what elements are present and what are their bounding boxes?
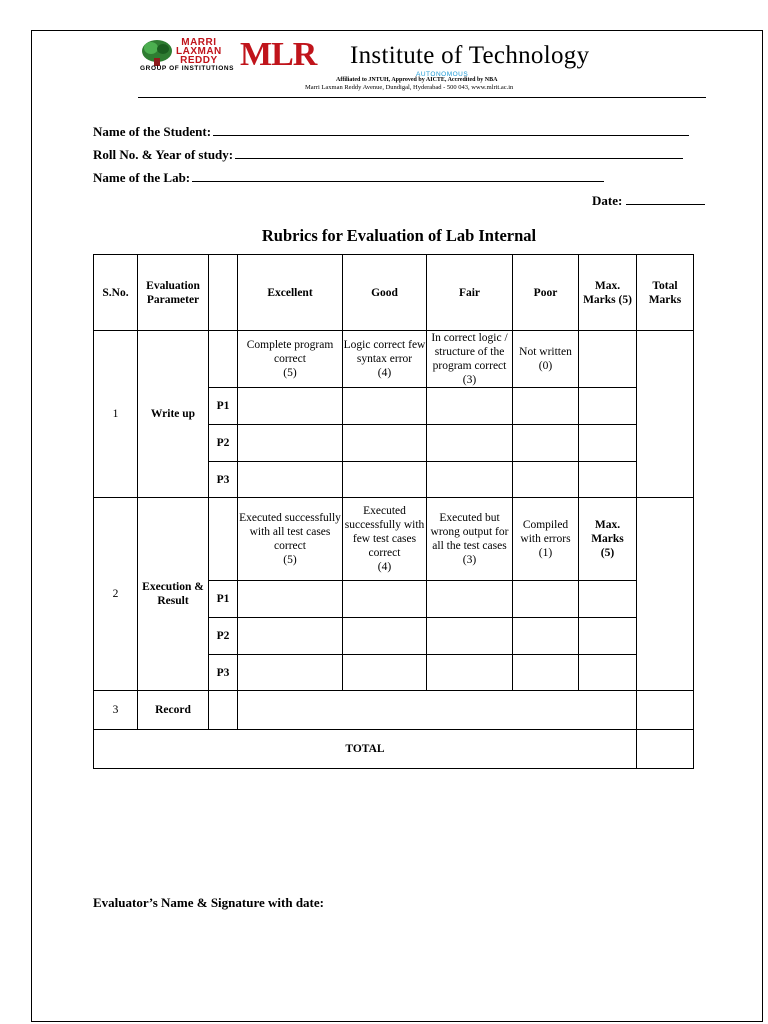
roll-number-field — [93, 146, 683, 163]
address-line: Marri Laxman Reddy Avenue, Dundigal, Hyderabad - 500 043, www.mlrit.ac.in — [305, 84, 514, 91]
execution-p2-max[interactable] — [579, 618, 637, 655]
writeup-p1-fair[interactable] — [427, 388, 513, 425]
execution-fair-score: (3) — [462, 554, 477, 566]
header-row — [94, 255, 694, 331]
execution-p2-poor[interactable] — [513, 618, 579, 655]
group-of-institutions: GROUP OF INSTITUTIONS — [140, 65, 235, 72]
student-name-field — [93, 123, 689, 140]
writeup-p2-excellent[interactable] — [238, 425, 343, 462]
execution-p3-label: P3 — [209, 655, 238, 691]
record-total-cell[interactable] — [637, 691, 694, 730]
writeup-p1-poor[interactable] — [513, 388, 579, 425]
grand-total-cell[interactable] — [637, 730, 694, 769]
mlr-logo-text: MLR — [240, 36, 317, 73]
lab-name-label: Name of the Lab: — [93, 170, 191, 185]
execution-sno: 2 — [94, 498, 138, 691]
date-field — [592, 192, 705, 209]
header-total-marks: Total Marks — [637, 255, 694, 331]
execution-max — [579, 498, 637, 581]
execution-p2-fair[interactable] — [427, 618, 513, 655]
writeup-good-text: Logic correct few syntax error — [343, 339, 426, 365]
rubric-title: Rubrics for Evaluation of Lab Internal — [261, 226, 537, 245]
execution-p1-poor[interactable] — [513, 581, 579, 618]
writeup-p3-poor[interactable] — [513, 462, 579, 498]
header-poor: Poor — [513, 255, 579, 331]
logo-wordmark — [176, 38, 222, 65]
date-label: Date: — [592, 193, 623, 208]
autonomous-tag: AUTONOMOUS — [416, 71, 469, 78]
student-name-blank[interactable] — [213, 123, 689, 136]
execution-max-text: Max. Marks — [591, 519, 624, 545]
writeup-p3-label: P3 — [209, 462, 238, 498]
execution-good — [343, 498, 427, 581]
execution-p3-good[interactable] — [343, 655, 427, 691]
record-row — [94, 691, 694, 730]
execution-p2-good[interactable] — [343, 618, 427, 655]
writeup-p2-good[interactable] — [343, 425, 427, 462]
writeup-good-score: (4) — [377, 367, 392, 379]
execution-p2-label: P2 — [209, 618, 238, 655]
writeup-p2-poor[interactable] — [513, 425, 579, 462]
writeup-fair-text: In correct logic / structure of the program correct — [431, 332, 508, 372]
lab-name-field — [93, 169, 604, 186]
evaluator-signature-label: Evaluator’s Name & Signature with date: — [93, 895, 324, 910]
writeup-criteria-row — [94, 331, 694, 388]
execution-poor-score: (1) — [538, 547, 553, 559]
execution-total-cell[interactable] — [637, 498, 694, 691]
writeup-good — [343, 331, 427, 388]
roll-number-blank[interactable] — [235, 146, 683, 159]
institution-emblem-icon — [139, 38, 175, 68]
writeup-excellent-text: Complete program correct — [246, 339, 334, 365]
writeup-sno: 1 — [94, 331, 138, 498]
logo-line-reddy: REDDY — [180, 55, 218, 66]
execution-excellent-text: Executed successfully with all test cases correct — [239, 512, 341, 552]
writeup-excellent — [238, 331, 343, 388]
writeup-poor-score: (0) — [538, 360, 553, 372]
execution-fair — [427, 498, 513, 581]
execution-p1-fair[interactable] — [427, 581, 513, 618]
writeup-fair-score: (3) — [462, 374, 477, 386]
execution-good-text: Executed successfully with few test cases correct — [344, 505, 425, 559]
execution-criteria-row — [94, 498, 694, 581]
logo-line-marri: MARRI — [181, 37, 217, 48]
header-divider — [138, 97, 706, 98]
writeup-p1-max[interactable] — [579, 388, 637, 425]
execution-p3-fair[interactable] — [427, 655, 513, 691]
execution-p2-excellent[interactable] — [238, 618, 343, 655]
writeup-max-cell[interactable] — [579, 331, 637, 388]
institute-name: Institute of Technology — [350, 42, 590, 69]
header-good: Good — [343, 255, 427, 331]
header-max-marks: Max. Marks (5) — [579, 255, 637, 331]
execution-excellent-score: (5) — [283, 554, 297, 566]
execution-fair-text: Executed but wrong output for all the test cases — [430, 512, 509, 552]
writeup-poor-text: Not written — [519, 346, 572, 358]
writeup-excellent-score: (5) — [283, 367, 297, 379]
header-fair: Fair — [427, 255, 513, 331]
date-blank[interactable] — [626, 192, 705, 205]
execution-blank — [209, 498, 238, 581]
writeup-p3-excellent[interactable] — [238, 462, 343, 498]
execution-p1-label: P1 — [209, 581, 238, 618]
execution-p3-excellent[interactable] — [238, 655, 343, 691]
header-excellent: Excellent — [238, 255, 343, 331]
writeup-p3-good[interactable] — [343, 462, 427, 498]
writeup-fair — [427, 331, 513, 388]
writeup-p2-label: P2 — [209, 425, 238, 462]
writeup-p2-fair[interactable] — [427, 425, 513, 462]
execution-excellent — [238, 498, 343, 581]
writeup-poor — [513, 331, 579, 388]
execution-parameter: Execution & Result — [138, 498, 209, 691]
header-blank — [209, 255, 238, 331]
execution-p3-max[interactable] — [579, 655, 637, 691]
record-sno: 3 — [94, 691, 138, 730]
writeup-p3-max[interactable] — [579, 462, 637, 498]
writeup-blank — [209, 331, 238, 388]
total-label: TOTAL — [94, 730, 637, 769]
record-blank — [209, 691, 238, 730]
record-marks-cell[interactable] — [238, 691, 637, 730]
execution-p1-excellent[interactable] — [238, 581, 343, 618]
writeup-p1-excellent[interactable] — [238, 388, 343, 425]
student-name-label: Name of the Student: — [93, 124, 212, 139]
writeup-parameter: Write up — [138, 331, 209, 498]
rubric-table — [93, 254, 694, 769]
execution-p1-good[interactable] — [343, 581, 427, 618]
writeup-p1-good[interactable] — [343, 388, 427, 425]
execution-p3-poor[interactable] — [513, 655, 579, 691]
execution-good-score: (4) — [377, 561, 392, 573]
lab-name-blank[interactable] — [192, 169, 604, 182]
header-sno: S.No. — [94, 255, 138, 331]
execution-poor — [513, 498, 579, 581]
affiliation-line: Affiliated to JNTUH, Approved by AICTE, Accredited by NBA — [336, 77, 498, 83]
logo-line-laxman: LAXMAN — [176, 46, 222, 57]
total-row — [94, 730, 694, 769]
execution-poor-text: Compiled with errors — [520, 519, 571, 545]
execution-max-score: (5) — [600, 547, 615, 559]
writeup-total-cell[interactable] — [637, 331, 694, 498]
execution-p1-max[interactable] — [579, 581, 637, 618]
roll-number-label: Roll No. & Year of study: — [93, 147, 234, 162]
writeup-p2-max[interactable] — [579, 425, 637, 462]
writeup-p3-fair[interactable] — [427, 462, 513, 498]
header-parameter: Evaluation Parameter — [138, 255, 209, 331]
writeup-p1-label: P1 — [209, 388, 238, 425]
record-parameter: Record — [138, 691, 209, 730]
